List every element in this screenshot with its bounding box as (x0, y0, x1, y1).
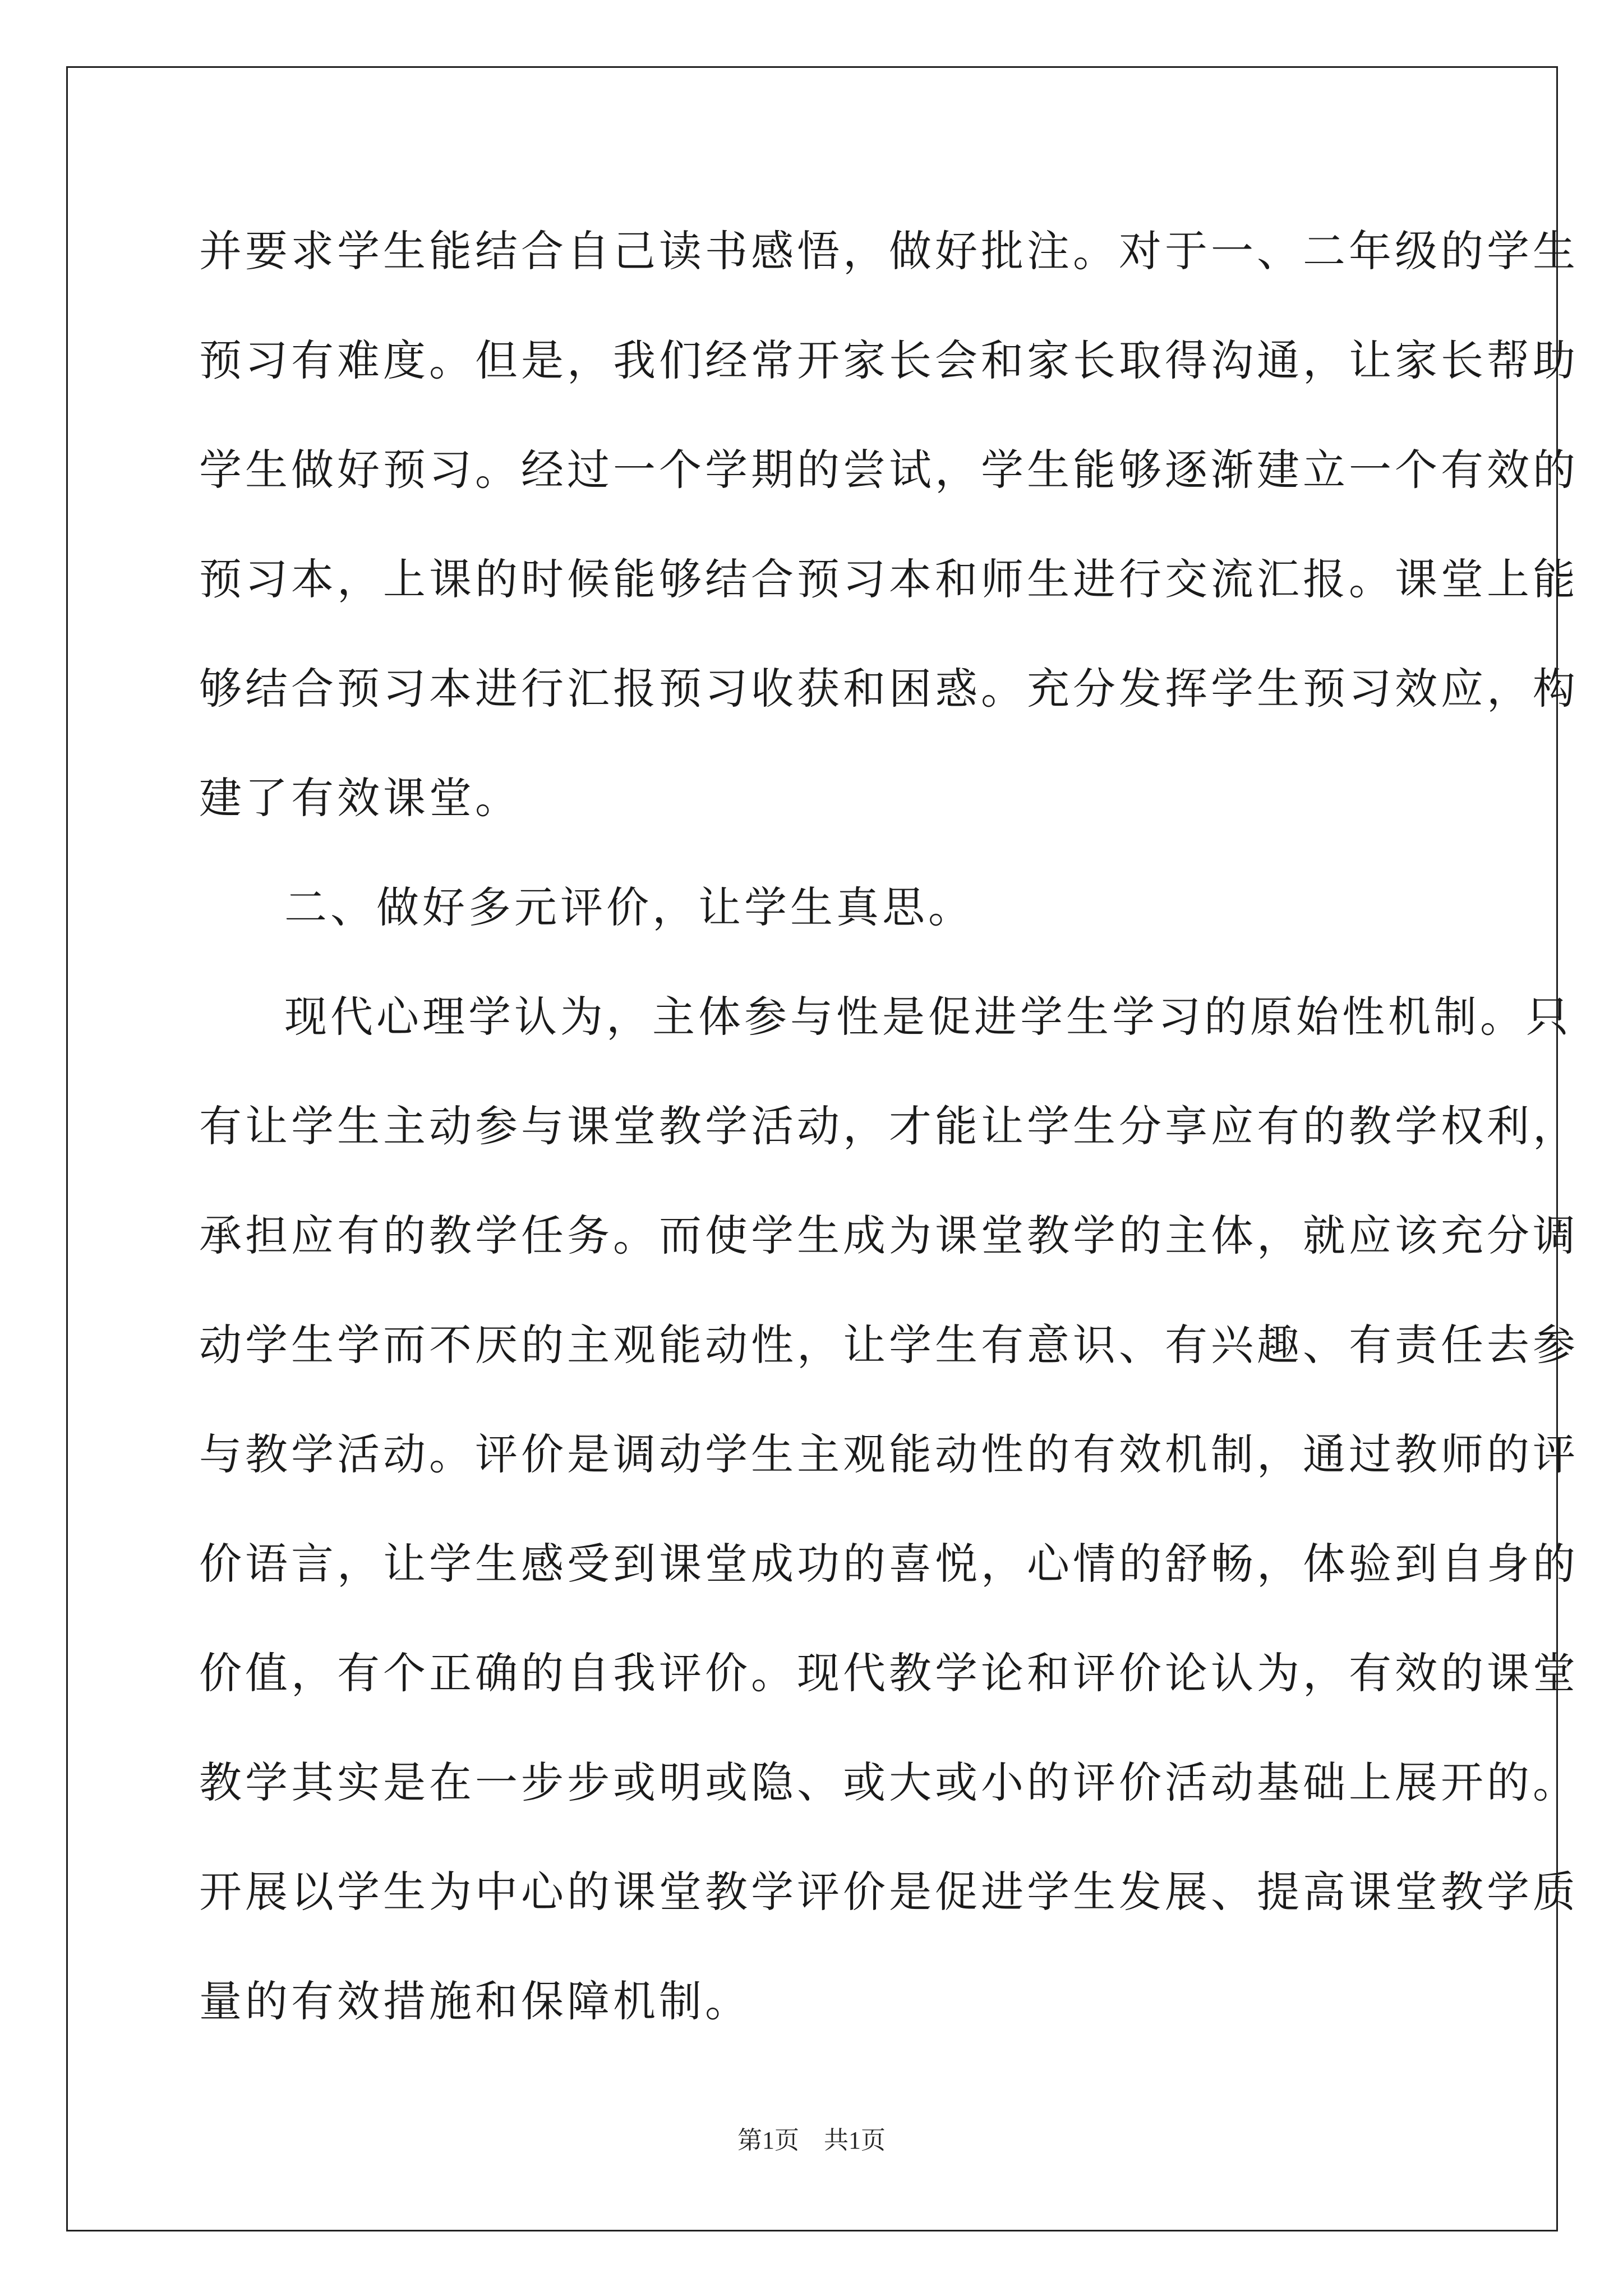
page-number-label: 第1页 共1页 (737, 2127, 886, 2154)
text-line: 预习有难度。但是，我们经常开家长会和家长取得沟通，让家长帮助 (199, 335, 1579, 385)
text-line: 建了有效课堂。 (199, 773, 521, 823)
text-line: 价值，有个正确的自我评价。现代教学论和评价论认为，有效的课堂 (199, 1648, 1579, 1698)
text-line: 开展以学生为中心的课堂教学评价是促进学生发展、提高课堂教学质 (199, 1867, 1579, 1917)
text-line: 二、做好多元评价，让学生真思。 (284, 882, 974, 932)
text-line: 与教学活动。评价是调动学生主观能动性的有效机制，通过教师的评 (199, 1429, 1579, 1479)
text-line: 动学生学而不厌的主观能动性，让学生有意识、有兴趣、有责任去参 (199, 1320, 1579, 1370)
text-line: 教学其实是在一步步或明或隐、或大或小的评价活动基础上展开的。 (199, 1757, 1579, 1807)
document-body (199, 218, 1579, 2077)
page-footer (0, 2124, 1623, 2157)
text-line: 价语言，让学生感受到课堂成功的喜悦，心情的舒畅，体验到自身的 (199, 1539, 1579, 1589)
text-line: 学生做好预习。经过一个学期的尝试，学生能够逐渐建立一个有效的 (199, 445, 1579, 495)
text-line: 预习本，上课的时候能够结合预习本和师生进行交流汇报。课堂上能 (199, 554, 1579, 604)
text-line: 并要求学生能结合自己读书感悟，做好批注。对于一、二年级的学生 (199, 226, 1579, 276)
text-line: 现代心理学认为，主体参与性是促进学生学习的原始性机制。只 (284, 992, 1572, 1042)
text-line: 有让学生主动参与课堂教学活动，才能让学生分享应有的教学权利， (199, 1101, 1579, 1151)
text-line: 承担应有的教学任务。而使学生成为课堂教学的主体，就应该充分调 (199, 1211, 1579, 1260)
text-line: 够结合预习本进行汇报预习收获和困惑。充分发挥学生预习效应，构 (199, 664, 1579, 714)
text-line: 量的有效措施和保障机制。 (199, 1976, 751, 2026)
